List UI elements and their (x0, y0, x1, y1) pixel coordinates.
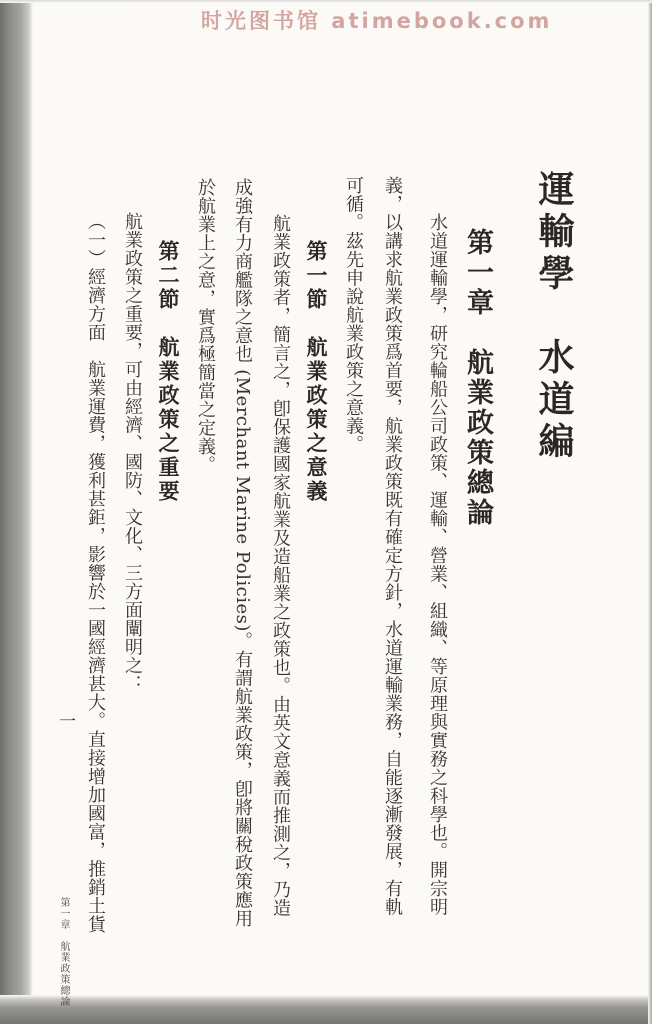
scan-margin-left (0, 0, 33, 1024)
text-column-7: 航業政策之重要，可由經濟、國防、文化、三方面闡明之： (122, 212, 143, 693)
page-number: 一 (55, 712, 75, 729)
text-column-3: 可循。茲先申說航業政策之意義。 (343, 176, 364, 454)
text-column-8: （一）經濟方面 航業運費，獲利甚鉅，影響於一國經濟甚大。直接增加國富，推銷土貨 (85, 212, 106, 934)
watermark-text: 时光图书馆 atimebook.com (201, 9, 553, 33)
book-title: 運輸學 水道編 (533, 170, 575, 464)
scan-margin-bottom (0, 995, 652, 1024)
section-2-heading: 第二節 航業政策之重要 (156, 240, 181, 504)
text-column-4: 航業政策者，簡言之，卽保護國家航業及造船業之政策也。由英文意義而推測之，乃造 (270, 214, 291, 917)
running-footer: 第一章 航業政策總論 (58, 897, 69, 1007)
scan-edge-top (0, 0, 652, 3)
scan-edge-right (648, 0, 652, 1024)
text-column-1: 水道運輸學，研究輪船公司政策、運輸、營業、組織、等原理與實務之科學也。開宗明 (427, 213, 448, 916)
text-column-5: 成強有力商艦隊之意也 (Merchant Marine Policies)。有謂航業政策，卽將關稅政策應用 (232, 178, 253, 928)
text-column-2: 義，以講求航業政策爲首要，航業政策既有確定方針，水道運輸業務，自能逐漸發展，有軌 (382, 176, 403, 916)
chapter-heading: 第一章 航業政策總論 (462, 228, 493, 528)
text-column-6: 於航業上之意，實爲極簡當之定義。 (195, 178, 216, 474)
section-1-heading: 第一節 航業政策之意義 (304, 240, 329, 504)
